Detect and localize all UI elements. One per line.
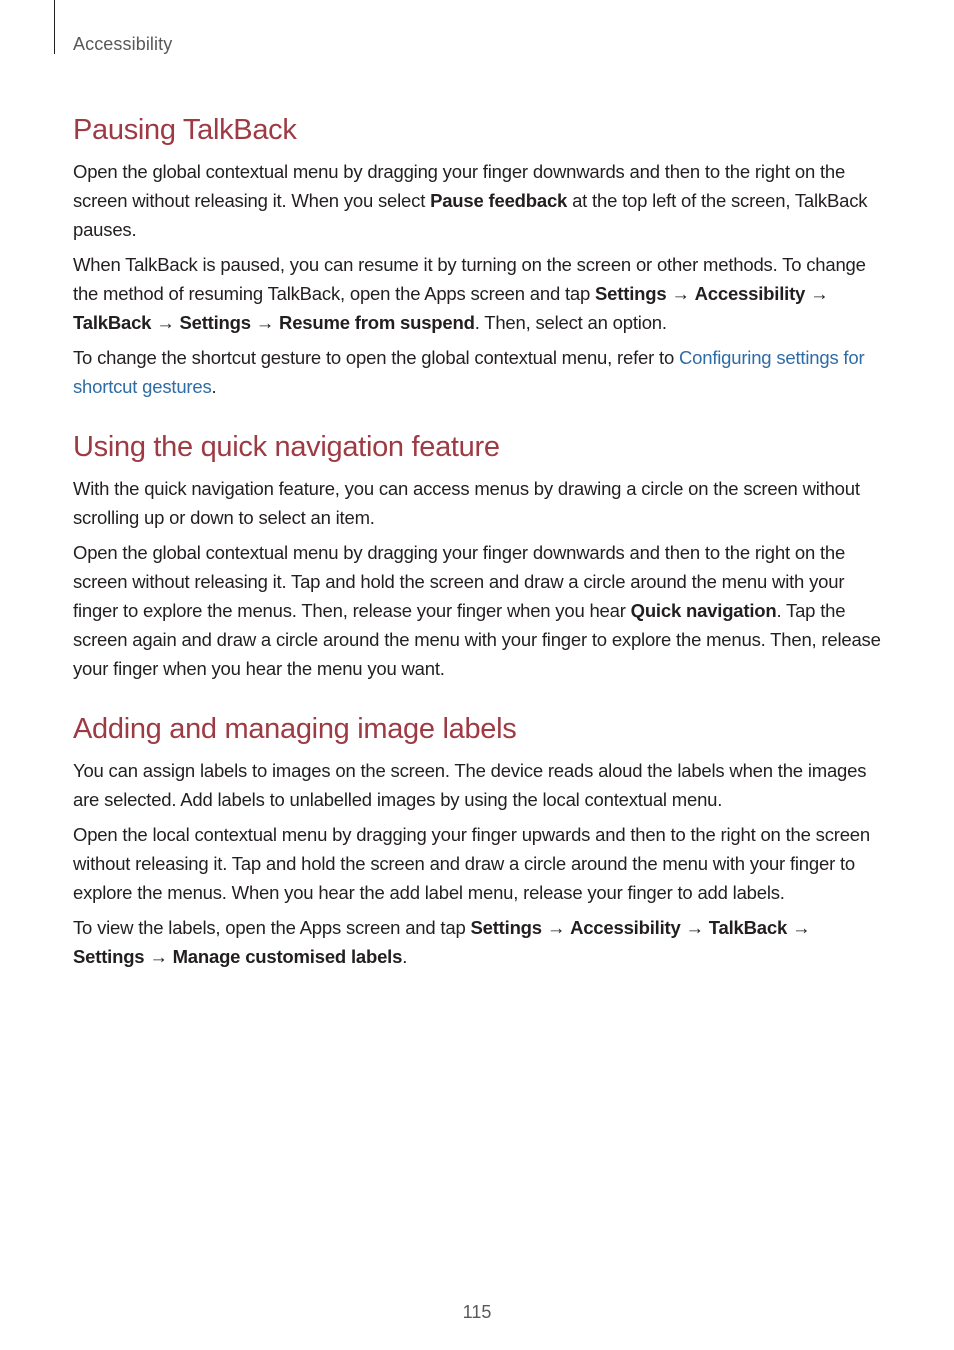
paragraph: To view the labels, open the Apps screen and tap Settings → Accessibility → TalkBack → Settings → Manage customised labels. — [73, 917, 811, 967]
arrow: → — [787, 917, 811, 938]
section-pausing-talkback — [73, 108, 885, 401]
paragraph: When TalkBack is paused, you can resume it by turning on the screen or other methods. To change the method of resuming TalkBack, open the Apps screen and tap Settings → Accessibility → TalkBack → Settings → Resume from suspend. Then, select an option. — [73, 254, 866, 333]
section-title: Using the quick navigation feature — [73, 431, 500, 463]
section-image-labels — [73, 707, 885, 971]
arrow: → — [805, 283, 829, 304]
paragraph: To change the shortcut gesture to open the global contextual menu, refer to Configuring settings for shortcut gestures. — [73, 347, 865, 397]
paragraph: Open the global contextual menu by dragging your finger downwards and then to the right on the screen without releasing it. Tap and hold the screen and draw a circle around the menu with your finger to explore the menus. Then, release your finger when you hear Quick navigation. Tap the screen again and draw a circle around the menu with your finger to explore the menus. Then, release your finger when you hear the menu you want. — [73, 542, 881, 679]
ui-term: Settings — [179, 312, 251, 333]
ui-term: Manage customised labels — [172, 946, 403, 967]
arrow: → — [151, 312, 180, 333]
ui-term: Pause feedback — [430, 190, 568, 211]
header-section-label: Accessibility — [73, 34, 173, 54]
ui-term: Settings — [73, 946, 145, 967]
ui-term: Settings — [595, 283, 667, 304]
arrow: → — [250, 312, 280, 333]
page-content — [73, 108, 885, 977]
paragraph: With the quick navigation feature, you can access menus by drawing a circle on the screen without scrolling up or down to select an item. — [73, 478, 860, 528]
section-title: Pausing TalkBack — [73, 114, 297, 146]
arrow: → — [144, 946, 173, 967]
page-number: 115 — [462, 1302, 492, 1322]
section-title: Adding and managing image labels — [73, 713, 517, 745]
arrow: → — [541, 917, 571, 938]
ui-term: Settings — [470, 917, 542, 938]
header-divider — [54, 0, 55, 54]
ui-term: Quick navigation — [630, 600, 777, 621]
ui-term: TalkBack — [73, 312, 152, 333]
ui-term: TalkBack — [708, 917, 788, 938]
arrow: → — [666, 283, 695, 304]
ui-term: Accessibility — [570, 917, 681, 938]
shortcut-gestures-link[interactable]: Configuring settings for shortcut gestures — [73, 347, 865, 397]
ui-term: Accessibility — [694, 283, 806, 304]
ui-term: Resume from suspend — [279, 312, 475, 333]
paragraph: Open the global contextual menu by dragging your finger downwards and then to the right on the screen without releasing it. When you select Pause feedback at the top left of the screen, TalkBack pauses. — [73, 161, 868, 240]
arrow: → — [680, 917, 709, 938]
paragraph: You can assign labels to images on the screen. The device reads aloud the labels when the images are selected. Add labels to unlabelled images by using the local contextual menu. — [73, 760, 867, 810]
section-quick-navigation — [73, 425, 885, 683]
paragraph: Open the local contextual menu by dragging your finger upwards and then to the right on the screen without releasing it. Tap and hold the screen and draw a circle around the menu with your finger to explore the menus. When you hear the add label menu, release your finger to add labels. — [73, 824, 870, 903]
